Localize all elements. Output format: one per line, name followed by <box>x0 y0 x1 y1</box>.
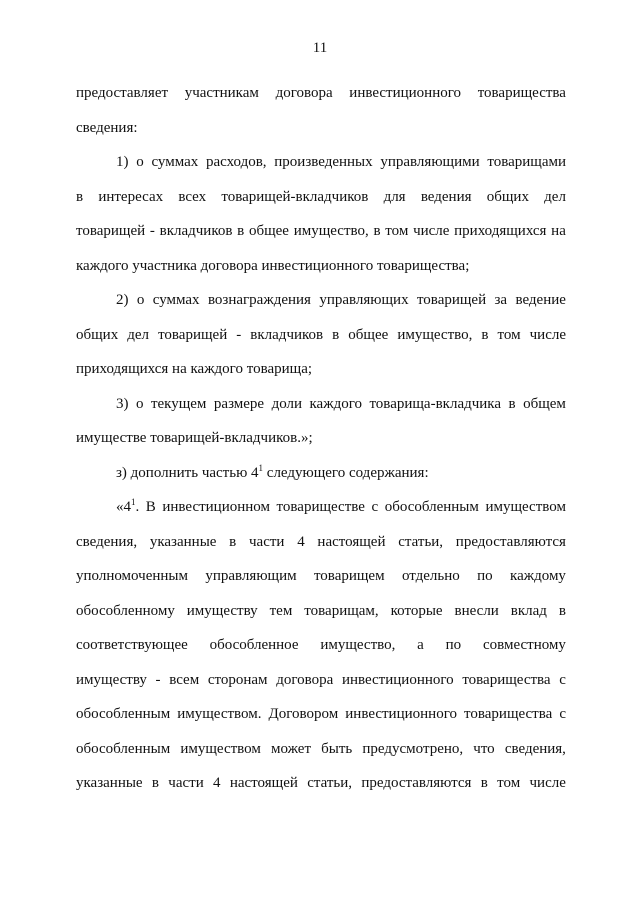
word: предоставляются <box>361 775 472 791</box>
word: инвестиционном <box>162 499 270 515</box>
text-before: «4 <box>116 499 131 515</box>
word: товарищей-вкладчиков <box>221 188 369 205</box>
word: 4 <box>213 775 221 791</box>
word: совместному <box>482 637 566 653</box>
word: 3) <box>116 395 129 412</box>
text-line <box>76 76 566 111</box>
text-line <box>76 628 566 663</box>
word: - <box>149 223 155 239</box>
word: суммах <box>152 292 200 308</box>
word: товарищей <box>76 223 146 239</box>
word: в <box>229 533 237 550</box>
word: статьи, <box>398 533 444 550</box>
text-line <box>76 352 566 387</box>
word: предоставляются <box>455 533 566 550</box>
word: каждому <box>510 568 566 584</box>
word: общих <box>486 188 529 205</box>
word: договора <box>276 671 334 688</box>
word: 4 <box>297 533 305 550</box>
word: имуществом. <box>177 706 262 722</box>
word: а <box>417 637 424 653</box>
word: всем <box>169 671 200 688</box>
word: обособленным <box>76 706 171 722</box>
word: размере <box>213 395 265 412</box>
word: интересах <box>98 188 164 205</box>
word: о <box>136 154 144 170</box>
word: в <box>508 395 516 412</box>
text-line <box>76 214 566 249</box>
word: доли <box>271 395 303 412</box>
word: в <box>481 326 489 343</box>
word: приходящихся <box>454 223 547 239</box>
word: товарищей <box>416 292 487 308</box>
word: товарищества <box>477 85 566 101</box>
word: обособленным <box>384 499 479 515</box>
text-line <box>76 387 566 422</box>
text-line <box>76 559 566 594</box>
word: в <box>76 188 84 205</box>
word: товарищами <box>487 154 566 170</box>
word: числе <box>413 223 450 239</box>
word: имуществу <box>76 671 147 688</box>
word: - <box>155 671 161 688</box>
word: о <box>136 292 145 308</box>
word: имущество, <box>397 326 473 343</box>
word: для <box>383 188 406 205</box>
superscript: 1 <box>131 497 136 507</box>
word: товариществе <box>276 499 365 515</box>
word: указанные <box>76 775 143 791</box>
word: предоставляет <box>76 85 169 101</box>
word: в <box>332 326 340 343</box>
word: части <box>249 533 285 550</box>
word: в <box>558 602 566 619</box>
word: уполномоченным <box>76 568 188 584</box>
text-line <box>76 145 566 180</box>
word: быть <box>321 740 353 757</box>
word: по <box>445 637 462 653</box>
word: внесли <box>454 602 499 619</box>
word: договора <box>275 85 333 101</box>
word: числе <box>529 326 566 343</box>
word: вклад <box>510 602 547 619</box>
word: обособленное <box>209 637 299 653</box>
word: управляющим <box>205 568 297 584</box>
word: обособленным <box>76 740 171 757</box>
word: общем <box>523 395 566 412</box>
word: товарища-вкладчика <box>369 395 502 412</box>
word: имущество, <box>293 223 369 239</box>
word: имуществом <box>180 740 261 757</box>
word: том <box>497 775 521 791</box>
word: части <box>168 775 204 791</box>
word: тем <box>269 602 293 619</box>
word: указанные <box>149 533 217 550</box>
word: может <box>271 740 311 757</box>
word: числе <box>529 775 566 791</box>
word: статьи, <box>307 775 353 791</box>
word: всех <box>178 188 207 205</box>
word: предусмотрено, <box>362 740 464 757</box>
line-text: приходящихся на каждого товарища; <box>76 361 313 377</box>
word: В <box>145 499 156 515</box>
text-line <box>76 283 566 318</box>
word: товарищества <box>464 706 553 722</box>
word: инвестиционного <box>345 706 457 722</box>
word: ведения <box>420 188 472 205</box>
text-line <box>76 456 566 491</box>
word: с <box>371 499 379 515</box>
line-text: имуществе товарищей-вкладчиков.»; <box>76 430 313 446</box>
word: суммах <box>151 154 199 170</box>
word: по <box>477 568 493 584</box>
word: сведения, <box>76 533 138 550</box>
word: текущем <box>150 395 207 412</box>
word: товарищам, <box>304 602 379 619</box>
word: инвестиционного <box>349 85 462 101</box>
word: общее <box>248 223 289 239</box>
word: 2) <box>116 292 129 308</box>
word: инвестиционного <box>341 671 454 688</box>
word: произведенных <box>274 154 373 170</box>
word: дел <box>127 326 150 343</box>
text-line <box>76 663 566 698</box>
word: ведение <box>515 292 566 308</box>
word: обособленному <box>76 602 175 619</box>
word: сведения, <box>504 740 566 757</box>
word: с <box>559 706 566 722</box>
word: в <box>237 223 245 239</box>
text-line <box>76 697 566 732</box>
superscript: 1 <box>258 462 264 473</box>
word: настоящей <box>229 775 298 791</box>
word: каждого <box>309 395 362 412</box>
text-line <box>76 318 566 353</box>
word: товарищества <box>462 671 551 688</box>
word: имуществом <box>485 499 566 515</box>
word: в <box>480 775 488 791</box>
word: имуществу <box>186 602 258 619</box>
word: на <box>551 223 566 239</box>
word: управляющими <box>380 154 480 170</box>
word: расходов, <box>205 154 267 170</box>
word <box>116 490 139 525</box>
word: за <box>494 292 508 308</box>
text-line <box>76 490 566 525</box>
text-line <box>76 180 566 215</box>
text-after: следующего содержания: <box>263 464 429 481</box>
document-body <box>76 76 566 801</box>
word: настоящей <box>317 533 386 550</box>
word: дел <box>544 188 566 205</box>
word: соответствующее <box>76 637 188 653</box>
word: Договором <box>268 706 339 722</box>
word: с <box>559 671 566 688</box>
text-line <box>76 594 566 629</box>
word: том <box>385 223 409 239</box>
page-number: 11 <box>312 40 328 56</box>
word: товарищем <box>313 568 385 584</box>
word: которые <box>390 602 443 619</box>
word: общих <box>76 326 119 343</box>
word: вознаграждения <box>207 292 311 308</box>
line-text: сведения: <box>76 119 138 136</box>
word: в <box>373 223 381 239</box>
word: 1) <box>116 154 129 170</box>
word: о <box>135 395 144 412</box>
text-line <box>76 111 566 146</box>
text-line <box>76 525 566 560</box>
word: что <box>473 740 495 757</box>
text-before: з) дополнить частью 4 <box>116 464 259 481</box>
word: участникам <box>184 85 259 101</box>
word: товарищей <box>158 326 228 343</box>
word: вкладчиков <box>159 223 233 239</box>
word: том <box>497 326 521 343</box>
word: . <box>135 499 140 515</box>
word: - <box>236 326 242 343</box>
word: вкладчиков <box>250 326 324 343</box>
text-line <box>76 249 566 284</box>
text-line <box>76 421 566 456</box>
word: управляющих <box>319 292 409 308</box>
text-line <box>76 732 566 767</box>
word: имущество, <box>320 637 396 653</box>
text-line <box>76 766 566 801</box>
line-text: каждого участника договора инвестиционного товарищества; <box>76 257 470 274</box>
line-text <box>116 456 429 491</box>
word: сторонам <box>207 671 268 688</box>
word: в <box>151 775 159 791</box>
word: отдельно <box>401 568 460 584</box>
word: общее <box>348 326 389 343</box>
